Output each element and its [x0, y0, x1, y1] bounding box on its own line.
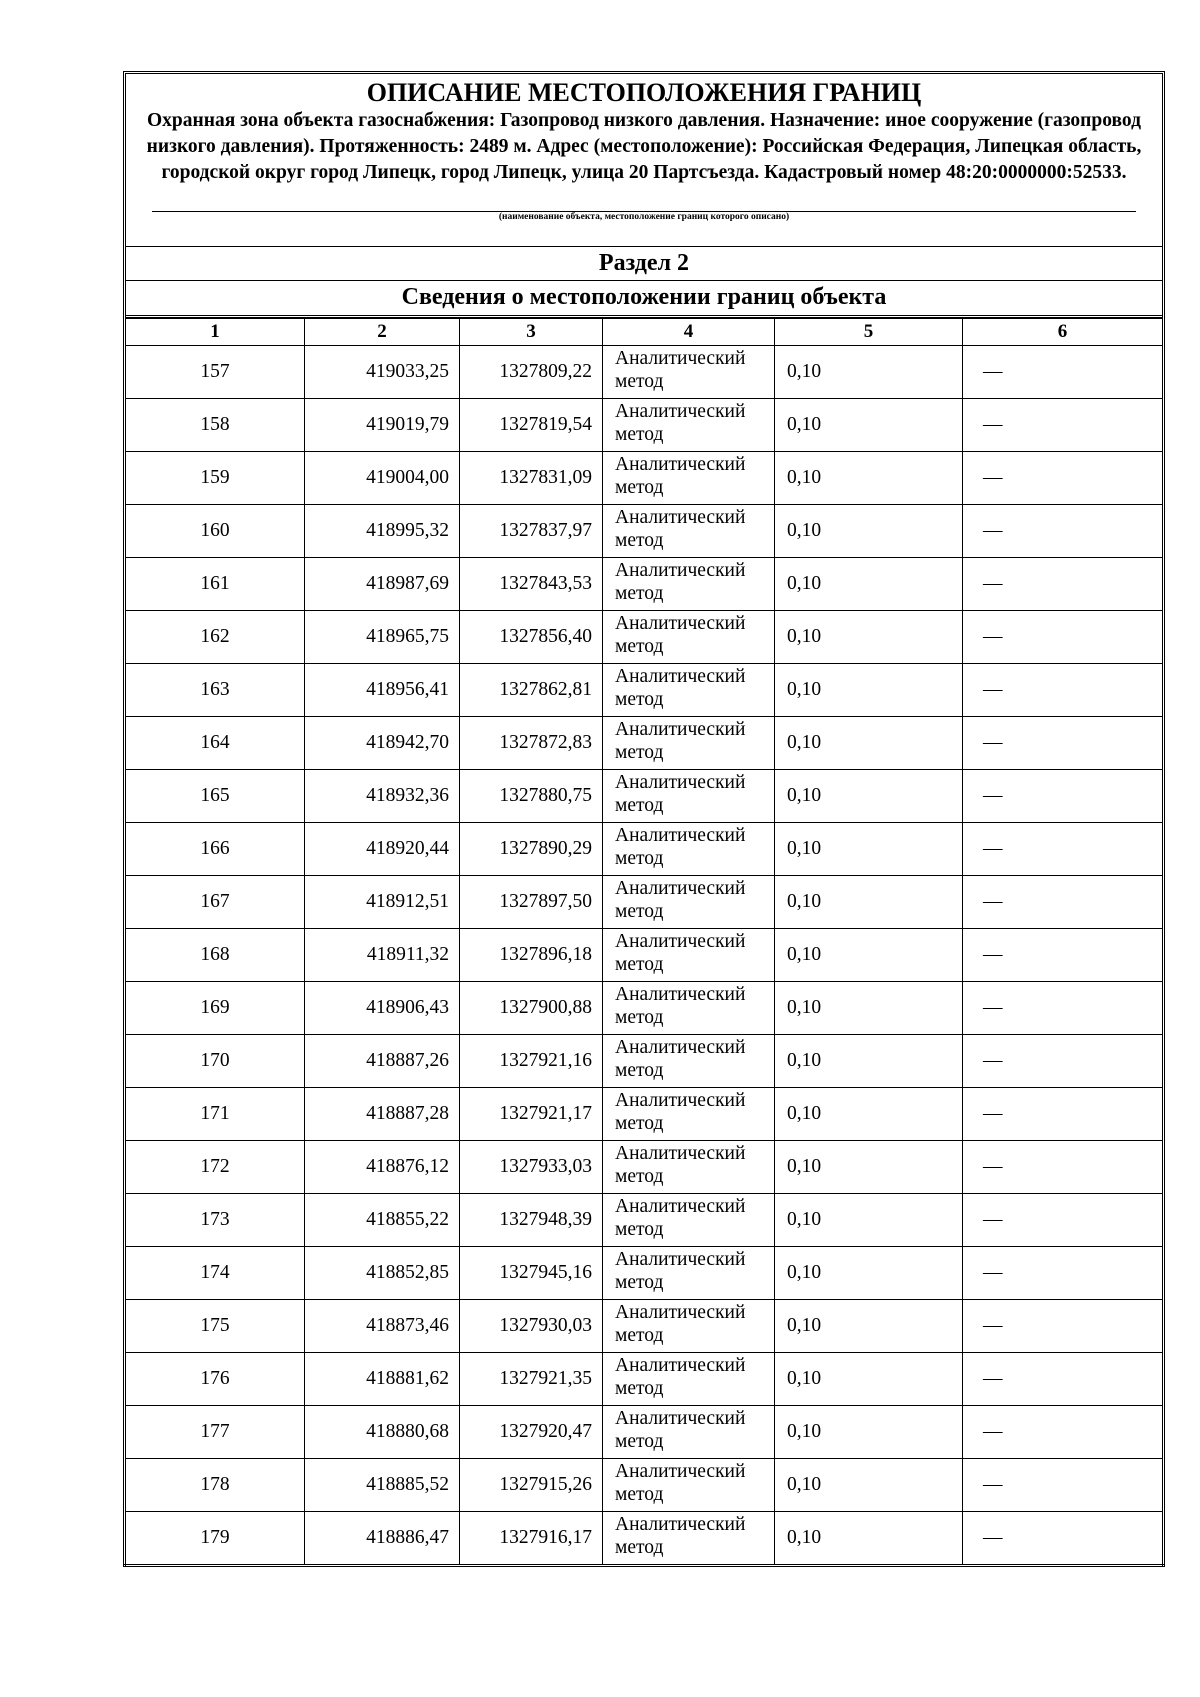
description-cell: — — [963, 1406, 1164, 1459]
coordinate-y-cell: 1327831,09 — [460, 452, 603, 505]
column-number: 2 — [305, 319, 460, 346]
table-row — [125, 1247, 1164, 1300]
determination-method-cell: Аналитический метод — [603, 558, 775, 611]
coordinate-y-cell: 1327837,97 — [460, 505, 603, 558]
table-row — [125, 1194, 1164, 1247]
section-subtitle: Сведения о местоположении границ объекта — [126, 281, 1162, 318]
accuracy-cell: 0,10 — [775, 558, 963, 611]
point-number-cell: 173 — [125, 1194, 305, 1247]
coordinate-y-cell: 1327921,17 — [460, 1088, 603, 1141]
coordinate-y-cell: 1327920,47 — [460, 1406, 603, 1459]
point-number-cell: 168 — [125, 929, 305, 982]
determination-method-cell: Аналитический метод — [603, 1247, 775, 1300]
accuracy-cell: 0,10 — [775, 1459, 963, 1512]
description-cell: — — [963, 1141, 1164, 1194]
description-cell: — — [963, 823, 1164, 876]
point-number-cell: 163 — [125, 664, 305, 717]
determination-method-cell: Аналитический метод — [603, 823, 775, 876]
table-row — [125, 1512, 1164, 1566]
coordinate-x-cell: 418965,75 — [305, 611, 460, 664]
accuracy-cell: 0,10 — [775, 982, 963, 1035]
coordinate-x-cell: 418995,32 — [305, 505, 460, 558]
coordinate-y-cell: 1327856,40 — [460, 611, 603, 664]
coordinate-y-cell: 1327880,75 — [460, 770, 603, 823]
coordinate-y-cell: 1327872,83 — [460, 717, 603, 770]
determination-method-cell: Аналитический метод — [603, 452, 775, 505]
accuracy-cell: 0,10 — [775, 346, 963, 399]
coordinate-y-cell: 1327915,26 — [460, 1459, 603, 1512]
point-number-cell: 175 — [125, 1300, 305, 1353]
description-cell: — — [963, 1088, 1164, 1141]
determination-method-cell: Аналитический метод — [603, 717, 775, 770]
coordinate-y-cell: 1327930,03 — [460, 1300, 603, 1353]
table-row — [125, 1088, 1164, 1141]
description-cell: — — [963, 558, 1164, 611]
determination-method-cell: Аналитический метод — [603, 399, 775, 452]
table-row — [125, 558, 1164, 611]
description-cell: — — [963, 505, 1164, 558]
boundary-description-document — [123, 71, 1165, 1567]
point-number-cell: 165 — [125, 770, 305, 823]
coordinate-x-cell: 418887,26 — [305, 1035, 460, 1088]
determination-method-cell: Аналитический метод — [603, 1141, 775, 1194]
point-number-cell: 172 — [125, 1141, 305, 1194]
coordinate-x-cell: 418956,41 — [305, 664, 460, 717]
description-cell: — — [963, 1512, 1164, 1566]
coordinate-y-cell: 1327921,35 — [460, 1353, 603, 1406]
accuracy-cell: 0,10 — [775, 664, 963, 717]
accuracy-cell: 0,10 — [775, 1512, 963, 1566]
coordinate-y-cell: 1327921,16 — [460, 1035, 603, 1088]
description-cell: — — [963, 399, 1164, 452]
determination-method-cell: Аналитический метод — [603, 664, 775, 717]
point-number-cell: 179 — [125, 1512, 305, 1566]
coordinate-y-cell: 1327819,54 — [460, 399, 603, 452]
table-row — [125, 452, 1164, 505]
object-caption: (наименование объекта, местоположение границ которого описано) — [498, 212, 790, 222]
description-cell: — — [963, 452, 1164, 505]
coordinate-x-cell: 418880,68 — [305, 1406, 460, 1459]
table-row — [125, 664, 1164, 717]
determination-method-cell: Аналитический метод — [603, 1300, 775, 1353]
accuracy-cell: 0,10 — [775, 452, 963, 505]
column-number: 4 — [603, 319, 775, 346]
coordinate-x-cell: 418912,51 — [305, 876, 460, 929]
coordinate-x-cell: 418942,70 — [305, 717, 460, 770]
coordinate-y-cell: 1327897,50 — [460, 876, 603, 929]
coordinate-y-cell: 1327843,53 — [460, 558, 603, 611]
accuracy-cell: 0,10 — [775, 1194, 963, 1247]
accuracy-cell: 0,10 — [775, 1247, 963, 1300]
accuracy-cell: 0,10 — [775, 1300, 963, 1353]
coordinate-x-cell: 418885,52 — [305, 1459, 460, 1512]
determination-method-cell: Аналитический метод — [603, 1035, 775, 1088]
determination-method-cell: Аналитический метод — [603, 876, 775, 929]
coordinate-x-cell: 419019,79 — [305, 399, 460, 452]
description-cell: — — [963, 1035, 1164, 1088]
table-row — [125, 1035, 1164, 1088]
point-number-cell: 169 — [125, 982, 305, 1035]
determination-method-cell: Аналитический метод — [603, 770, 775, 823]
point-number-cell: 157 — [125, 346, 305, 399]
coordinate-y-cell: 1327809,22 — [460, 346, 603, 399]
header-title-block — [126, 74, 1162, 247]
table-row — [125, 770, 1164, 823]
coordinate-x-cell: 418911,32 — [305, 929, 460, 982]
section-title: Раздел 2 — [126, 247, 1162, 281]
description-cell: — — [963, 1300, 1164, 1353]
table-row — [125, 611, 1164, 664]
column-number: 5 — [775, 319, 963, 346]
coordinate-y-cell: 1327890,29 — [460, 823, 603, 876]
column-number: 1 — [125, 319, 305, 346]
accuracy-cell: 0,10 — [775, 717, 963, 770]
coordinate-x-cell: 418906,43 — [305, 982, 460, 1035]
description-cell: — — [963, 1247, 1164, 1300]
coordinate-x-cell: 418876,12 — [305, 1141, 460, 1194]
determination-method-cell: Аналитический метод — [603, 1406, 775, 1459]
coordinate-y-cell: 1327862,81 — [460, 664, 603, 717]
table-row — [125, 1353, 1164, 1406]
description-cell: — — [963, 611, 1164, 664]
accuracy-cell: 0,10 — [775, 876, 963, 929]
coordinate-x-cell: 418855,22 — [305, 1194, 460, 1247]
determination-method-cell: Аналитический метод — [603, 505, 775, 558]
point-number-cell: 176 — [125, 1353, 305, 1406]
table-row — [125, 1141, 1164, 1194]
accuracy-cell: 0,10 — [775, 1406, 963, 1459]
coordinate-x-cell: 418887,28 — [305, 1088, 460, 1141]
coordinate-x-cell: 418932,36 — [305, 770, 460, 823]
accuracy-cell: 0,10 — [775, 1088, 963, 1141]
table-row — [125, 1300, 1164, 1353]
accuracy-cell: 0,10 — [775, 1141, 963, 1194]
determination-method-cell: Аналитический метод — [603, 982, 775, 1035]
determination-method-cell: Аналитический метод — [603, 1459, 775, 1512]
accuracy-cell: 0,10 — [775, 823, 963, 876]
point-number-cell: 167 — [125, 876, 305, 929]
point-number-cell: 158 — [125, 399, 305, 452]
point-number-cell: 160 — [125, 505, 305, 558]
point-number-cell: 170 — [125, 1035, 305, 1088]
description-cell: — — [963, 717, 1164, 770]
coordinate-x-cell: 418873,46 — [305, 1300, 460, 1353]
table-row — [125, 346, 1164, 399]
accuracy-cell: 0,10 — [775, 399, 963, 452]
point-number-cell: 164 — [125, 717, 305, 770]
point-number-cell: 178 — [125, 1459, 305, 1512]
coordinate-y-cell: 1327916,17 — [460, 1512, 603, 1566]
column-number-row — [125, 319, 1164, 346]
accuracy-cell: 0,10 — [775, 929, 963, 982]
table-row — [125, 717, 1164, 770]
determination-method-cell: Аналитический метод — [603, 1353, 775, 1406]
point-number-cell: 166 — [125, 823, 305, 876]
table-row — [125, 929, 1164, 982]
point-number-cell: 174 — [125, 1247, 305, 1300]
table-row — [125, 982, 1164, 1035]
coordinate-y-cell: 1327933,03 — [460, 1141, 603, 1194]
object-description: Охранная зона объекта газоснабжения: Газопровод низкого давления. Назначение: иное сооружение (газопровод низкого давления). Протяженность: 2489 м. Адрес (местоположение): Российская Федерация, Липецкая область, городской округ город Липецк, город Липецк, улица 20 Партсъезда. Кадастровый номер 48:20:0000000:52533. — [146, 110, 1142, 183]
table-row — [125, 1406, 1164, 1459]
determination-method-cell: Аналитический метод — [603, 1088, 775, 1141]
document-header — [123, 71, 1165, 318]
description-cell: — — [963, 664, 1164, 717]
point-number-cell: 177 — [125, 1406, 305, 1459]
determination-method-cell: Аналитический метод — [603, 929, 775, 982]
description-cell: — — [963, 1459, 1164, 1512]
point-number-cell: 161 — [125, 558, 305, 611]
point-number-cell: 171 — [125, 1088, 305, 1141]
determination-method-cell: Аналитический метод — [603, 611, 775, 664]
column-number: 6 — [963, 319, 1164, 346]
accuracy-cell: 0,10 — [775, 1035, 963, 1088]
table-row — [125, 823, 1164, 876]
description-cell: — — [963, 876, 1164, 929]
description-cell: — — [963, 929, 1164, 982]
table-row — [125, 399, 1164, 452]
accuracy-cell: 0,10 — [775, 770, 963, 823]
coordinate-x-cell: 418886,47 — [305, 1512, 460, 1566]
determination-method-cell: Аналитический метод — [603, 1512, 775, 1566]
coordinate-x-cell: 418920,44 — [305, 823, 460, 876]
determination-method-cell: Аналитический метод — [603, 346, 775, 399]
table-row — [125, 505, 1164, 558]
coordinates-table — [123, 318, 1165, 1567]
description-cell: — — [963, 1194, 1164, 1247]
description-cell: — — [963, 982, 1164, 1035]
coordinate-y-cell: 1327900,88 — [460, 982, 603, 1035]
coordinate-y-cell: 1327948,39 — [460, 1194, 603, 1247]
coordinate-x-cell: 419004,00 — [305, 452, 460, 505]
table-row — [125, 876, 1164, 929]
description-cell: — — [963, 1353, 1164, 1406]
determination-method-cell: Аналитический метод — [603, 1194, 775, 1247]
coordinate-x-cell: 419033,25 — [305, 346, 460, 399]
accuracy-cell: 0,10 — [775, 611, 963, 664]
coordinate-x-cell: 418852,85 — [305, 1247, 460, 1300]
column-number: 3 — [460, 319, 603, 346]
point-number-cell: 162 — [125, 611, 305, 664]
coordinate-y-cell: 1327945,16 — [460, 1247, 603, 1300]
accuracy-cell: 0,10 — [775, 505, 963, 558]
document-title: ОПИСАНИЕ МЕСТОПОЛОЖЕНИЯ ГРАНИЦ — [366, 78, 922, 107]
coordinate-x-cell: 418881,62 — [305, 1353, 460, 1406]
description-cell: — — [963, 770, 1164, 823]
coordinate-x-cell: 418987,69 — [305, 558, 460, 611]
accuracy-cell: 0,10 — [775, 1353, 963, 1406]
coordinate-y-cell: 1327896,18 — [460, 929, 603, 982]
description-cell: — — [963, 346, 1164, 399]
table-row — [125, 1459, 1164, 1512]
point-number-cell: 159 — [125, 452, 305, 505]
